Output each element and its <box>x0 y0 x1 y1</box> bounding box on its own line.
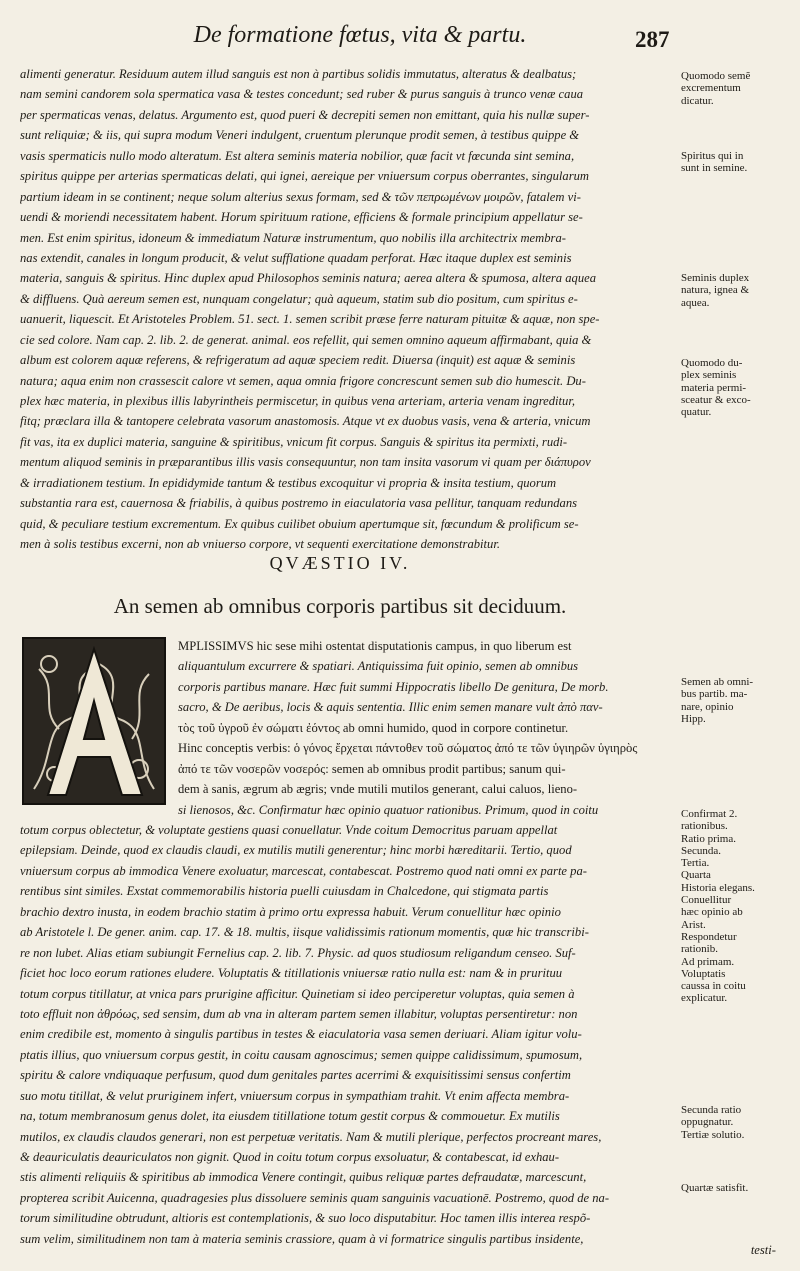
text-line: toto effluit non ἀθρόως, sed sensim, dum ab vna in alteram partem semen illabitur, voluptas persentiretur: non <box>20 1006 578 1021</box>
indented-paragraph <box>178 636 678 820</box>
text-line: sunt reliquiæ; & iis, qui supra modum Veneri indulgent, cruentum plerunque prodit semen, à testibus quippe & <box>20 128 580 143</box>
text-line: corporis partibus manare. Hæc fuit summi Hippocratis libello De genitura, De morb. <box>178 679 609 694</box>
text-line: brachio dextro inusta, in eodem brachio statim à primo ortu expressa habuit. Verum conuellitur hæc opinio <box>20 904 561 919</box>
page-number: 287 <box>635 27 670 52</box>
text-line: re non lubet. Alias etiam subiungit Fernelius cap. 2. lib. 7. Physic. ad quos studiosum religandum censeo. Suf- <box>20 945 576 960</box>
initial-ornament-icon <box>24 639 164 803</box>
text-line: ἀπό τε τῶν νοσερῶν νοσερός: semen ab omnibus prodit partibus; sanum qui- <box>178 761 566 776</box>
text-line: fitq; præclara illa & tantopere celebrata vasorum anastomosis. Atque vt ex duobus vasis, vena & arteria, vnicum <box>20 414 591 429</box>
text-line: MPLISSIMVS hic sese mihi ostentat disputationis campus, in quo liberum est <box>178 639 572 653</box>
text-line: propterea scribit Auicenna, quadragesies plus dissoluere seminis quam sanguinis vacuationē. Postremo, quod de na- <box>20 1190 610 1205</box>
text-block-2 <box>20 820 676 1249</box>
text-line: sacro, & De aeribus, locis & aquis sententia. Illic enim semen manare vult ἀπὸ παν- <box>178 700 603 715</box>
text-line: mutilos, ex claudis claudos generari, non est perpetuæ veritatis. Nam & mutili plerique, perfectos procreant mares, <box>20 1129 602 1144</box>
text-line: spiritus quippe per arterias spermaticas delati, qui ignei, aereique per vniuersum corpus oberrantes, singularum <box>20 169 590 184</box>
text-line: suo motu titillat, & velut pruriginem infert, vniuersum corpus in sympathiam trahit. Vt enim affecta membra- <box>20 1088 570 1103</box>
margin-note: Quomodo semẽ excrementum dicatur. <box>681 70 751 107</box>
text-line: enim credibile est, momento à singulis partibus in testes & eiaculatoria vasa semen deriuari. Aliam igitur volu- <box>20 1027 582 1042</box>
text-line: aliquantulum excurrere & spatiari. Antiquissima fuit opinio, semen ab omnibus <box>178 659 579 674</box>
text-line: fit vas, ita ex duplici materia, sanguine & spiritibus, vnicum fit corpus. Sanguis & spiritus ita permixti, rudi- <box>20 434 568 449</box>
margin-note: Confirmat 2. rationibus. Ratio prima. Secunda. Tertia. Quarta Historia elegans. Conuellitur hæc opinio ab Arist. Respondetur rationib. Ad primam. Voluptatis caussa in coitu explicatur. <box>681 808 755 1005</box>
catchword: testi- <box>750 1243 776 1257</box>
text-line: ptatis illius, quo vniuersum corpus gestit, in coitu causam agnoscimus; semen quippe calidissimum, spumosum, <box>20 1047 583 1062</box>
margin-note: Spiritus qui in sunt in semine. <box>681 150 748 175</box>
text-line: natura; aqua enim non crassescit calore vt semen, aqua omnia frigore concrescunt semen sub dio humescit. Du- <box>20 373 586 388</box>
text-line: epilepsiam. Deinde, quod ex claudis claudi, ex mutilis mutili generentur; hinc morbi hæreditarii. Tertio, quod <box>20 843 572 858</box>
text-line: & irradiationem testium. In epididymide tantum & testibus excoquitur vi propria & insita testium, quorum <box>20 475 557 490</box>
text-line: dem à sanis, ægrum ab ægris; vnde mutili mutilos generant, calui caluos, lieno- <box>178 782 578 797</box>
text-line: ficiet hoc loco eorum rationes eludere. Voluptatis & titillationis vniuersæ ratio nulla est: nam & in prurituu <box>20 966 563 981</box>
text-line: partium ideam in se continent; neque solum alterius sexus formam, sed & τῶν πεπρωμένων μοιρῶν, fatalem vi- <box>20 189 581 204</box>
text-line: nas extendit, canales in longum producit, & velut sufflatione quadam perforat. Hæc itaque duplex est seminis <box>20 250 572 265</box>
text-line: mentum aliquod seminis in præparantibus illis vasis consequuntur, non tam insita vasorum vi quam per διάπυρον <box>20 455 591 470</box>
text-line: & diffluens. Quà aereum semen est, nunquam congelatur; quà aqueum, statim sub dio positum, cum spiritus e- <box>20 291 578 306</box>
text-line: τὸς τοῦ ὑγροῦ ἐν σώματι ἐόντος ab omni humido, quod in corpore continetur. <box>178 720 569 735</box>
margin-note: Secunda ratio oppugnatur. Tertiæ solutio. <box>681 1104 745 1141</box>
text-line: vniuersum corpus ab immodica Venere exoluatur, marcescat, contabescat. Postremo quod nati omni ex parte pa- <box>20 863 587 878</box>
text-line: nam semini candorem sola spermatica vasa & testes concedunt; sed ruber & purus sanguis à trunco venæ caua <box>20 87 584 102</box>
text-line: na, totum membranosum genus dolet, ita eiusdem titillatione totum gestit corpus & commouetur. Ex mutilis <box>20 1109 560 1124</box>
text-line: & deauriculatis deauriculatos non gignit. Quod in coitu totum corpus exsoluatur, & contabescat, id exhau- <box>20 1150 560 1164</box>
text-line: uanuerit, liquescit. Et Aristoteles Problem. 51. sect. 1. semen scribit præse ferre naturam pituitæ & aquæ, non spe- <box>20 312 600 327</box>
question-title: An semen ab omnibus corporis partibus sit deciduum. <box>113 594 567 618</box>
margin-note: Seminis duplex natura, ignea & aquea. <box>681 272 750 309</box>
text-line: quid, & peculiare testium excrementum. Ex quibus cuilibet obuium apertumque sit, fœcundum & prolificum se- <box>20 516 579 531</box>
text-line: per spermaticas venas, delatus. Argumento est, quod pueri & decrepiti semen non emittant, quia his nullæ super- <box>20 107 590 122</box>
text-line: si lienosos, &c. Confirmatur hæc opinio quatuor rationibus. Primum, quod in coitu <box>178 802 599 817</box>
text-line: totum corpus oblectetur, & voluptate gestiens quasi conuellatur. Vnde coitum Democritus paruam appellat <box>20 823 558 837</box>
margin-note: Semen ab omni- bus partib. ma- nare, opinio Hipp. <box>681 676 754 725</box>
text-line: sum velim, similitudinem non tam à materia seminis crassiore, quam à vi formatrice singulis partibus insidente, <box>20 1231 584 1246</box>
text-line: substantia rara est, cauernosa & friabilis, à quibus postremo in eiaculatoria vasa pellitur, tanquam redundans <box>20 496 578 511</box>
text-line: plex hæc materia, in plexibus illis labyrintheis permiscetur, in quibus vena arteriam, arteria venam ingreditur, <box>20 394 575 408</box>
text-block-1 <box>20 64 676 555</box>
text-line: men. Est enim spiritus, idoneum & immediatum Naturæ instrumentum, quo nobilis illa architectrix membra- <box>20 230 566 245</box>
text-line: stis alimenti reliquiis & spiritibus ab immodica Venere contingit, quibus reliquæ partes defraudatæ, marcescunt, <box>20 1170 587 1185</box>
text-line: men à solis testibus excerni, non ab vniuerso corpore, vt sequenti exercitatione demonstrabitur. <box>20 537 500 552</box>
text-line: vasis spermaticis nullo modo alteratum. Est altera seminis materia nobilior, quæ facit vt fœcunda sint semina, <box>20 148 575 163</box>
margin-note: Quartæ satisfit. <box>681 1182 749 1194</box>
text-line: alimenti generatur. Residuum autem illud sanguis est non à partibus solidis immutatus, alteratus & dealbatus; <box>20 67 577 81</box>
text-line: uendi & moriendi necessitatem habent. Horum spirituum ratione, efficiens & formale principium appellatur se- <box>20 210 583 225</box>
margin-note: Quomodo du- plex seminis materia permi- sceatur & exco- quatur. <box>681 357 751 419</box>
text-line: materia, sanguis & spiritus. Hinc duplex apud Philosophos seminis natura; aerea altera & spumosa, altera aquea <box>20 271 597 286</box>
text-line: Hinc conceptis verbis: ὁ γόνος ἔρχεται πάντοθεν τοῦ σώματος ἀπό τε τῶν ὑγιηρῶν ὑγιηρὸς <box>178 741 638 756</box>
text-line: cie sed colore. Nam cap. 2. lib. 2. de generat. animal. eos refellit, qui semen omnino aqueum affirmabant, quia & <box>20 332 592 347</box>
text-line: album est colorem aquæ referens, & refrigeratum ad aquæ speciem redit. Diuersa (inquit) est aquæ & seminis <box>20 353 576 368</box>
question-heading: QVÆSTIO IV. <box>269 553 411 573</box>
text-line: spiritu & calore vndiquaque perfusum, quod dum genitales partes acerrimi & exquisitissimi sensus confertim <box>20 1068 571 1083</box>
text-line: rentibus sint similes. Exstat commemorabilis historia puelli cuiusdam in Chalcedone, qui stigmata partis <box>20 884 549 899</box>
running-head: De formatione fœtus, vita & partu. <box>193 22 527 48</box>
text-line: torum similitudine obtrudunt, altioris est contemplationis, & suo loco disputabitur. Hoc tamen illis interea respõ- <box>20 1211 591 1226</box>
decorated-initial-a <box>22 637 166 805</box>
text-line: ab Aristotele l. De gener. anim. cap. 17. & 18. multis, iisque validissimis rationum momentis, quæ hic transcribi- <box>20 925 589 940</box>
text-line: totum corpus titillatur, at vnica pars prurigine afficitur. Quinetiam si ideo perciperetur voluptas, quia semen à <box>20 986 575 1001</box>
